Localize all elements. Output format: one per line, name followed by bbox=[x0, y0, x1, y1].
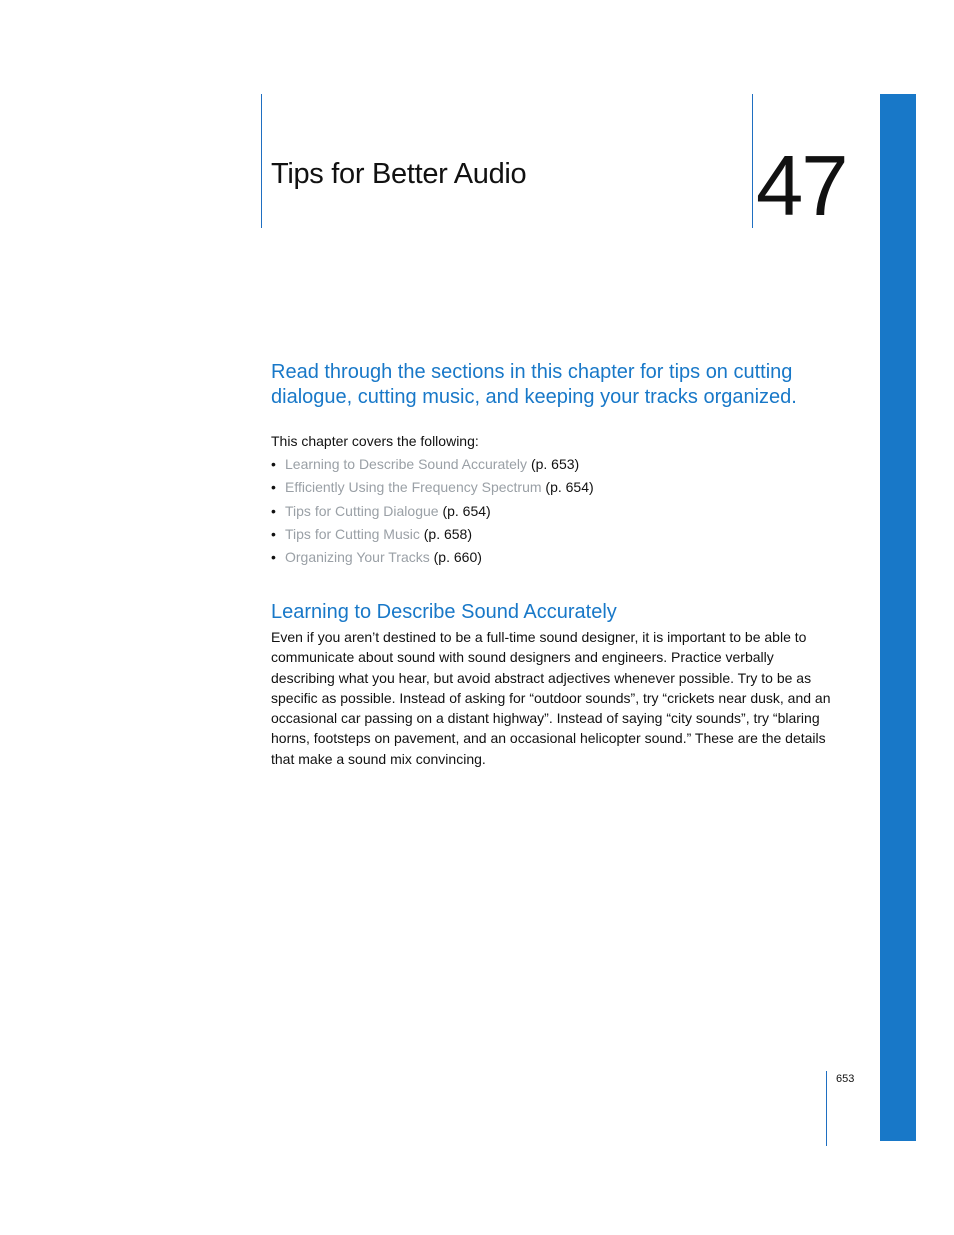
toc-link[interactable]: Learning to Describe Sound Accurately bbox=[285, 456, 528, 472]
toc-item bbox=[271, 548, 594, 571]
page-number-rule bbox=[826, 1071, 827, 1146]
bullet: • bbox=[271, 525, 276, 542]
bullet: • bbox=[271, 456, 276, 472]
toc-link[interactable]: Tips for Cutting Music bbox=[285, 525, 420, 542]
toc-item bbox=[271, 478, 594, 501]
bullet: • bbox=[271, 549, 276, 566]
chapter-side-tab bbox=[880, 94, 916, 1141]
toc-page-ref: (p. 654) bbox=[545, 479, 594, 496]
toc-link[interactable]: Tips for Cutting Dialogue bbox=[285, 502, 439, 519]
toc-item bbox=[271, 455, 594, 478]
page-number: 653 bbox=[836, 1073, 855, 1085]
toc-item bbox=[271, 502, 594, 525]
toc-item bbox=[271, 525, 594, 548]
chapter-number: 47 bbox=[756, 139, 847, 234]
toc-page-ref: (p. 660) bbox=[433, 549, 482, 566]
chapter-contents-list bbox=[271, 455, 594, 571]
toc-page-ref: (p. 658) bbox=[423, 525, 472, 542]
chapter-rule-left bbox=[261, 94, 262, 228]
toc-link[interactable]: Efficiently Using the Frequency Spectrum bbox=[285, 479, 542, 496]
toc-link[interactable]: Organizing Your Tracks bbox=[285, 549, 430, 566]
section-heading: Learning to Describe Sound Accurately bbox=[271, 601, 617, 623]
bullet: • bbox=[271, 479, 276, 496]
bullet: • bbox=[271, 502, 276, 519]
chapter-title: Tips for Better Audio bbox=[271, 158, 527, 190]
toc-page-ref: (p. 654) bbox=[442, 502, 491, 519]
covers-label: This chapter covers the following: bbox=[271, 433, 479, 449]
section-body: Even if you aren’t destined to be a full-time sound designer, it is important to be able to communicate about sound with sound designers and engineers. Practice verbally describing what you hear, but avoid abstract adjectives whenever possible. Try to be as specific as possible. Instead of asking for “outdoor sounds”, try “crickets near dusk, and an occasional car passing on a distant highway”. Instead of saying “city sounds”, try “blaring horns, footsteps on pavement, and an occasional helicopter sound.” These are the details that make a sound mix convincing. bbox=[271, 629, 831, 767]
chapter-rule-right bbox=[752, 94, 753, 228]
chapter-intro: Read through the sections in this chapter for tips on cutting dialogue, cutting music, and keeping your tracks organized. bbox=[271, 361, 797, 408]
toc-page-ref: (p. 653) bbox=[530, 456, 580, 472]
